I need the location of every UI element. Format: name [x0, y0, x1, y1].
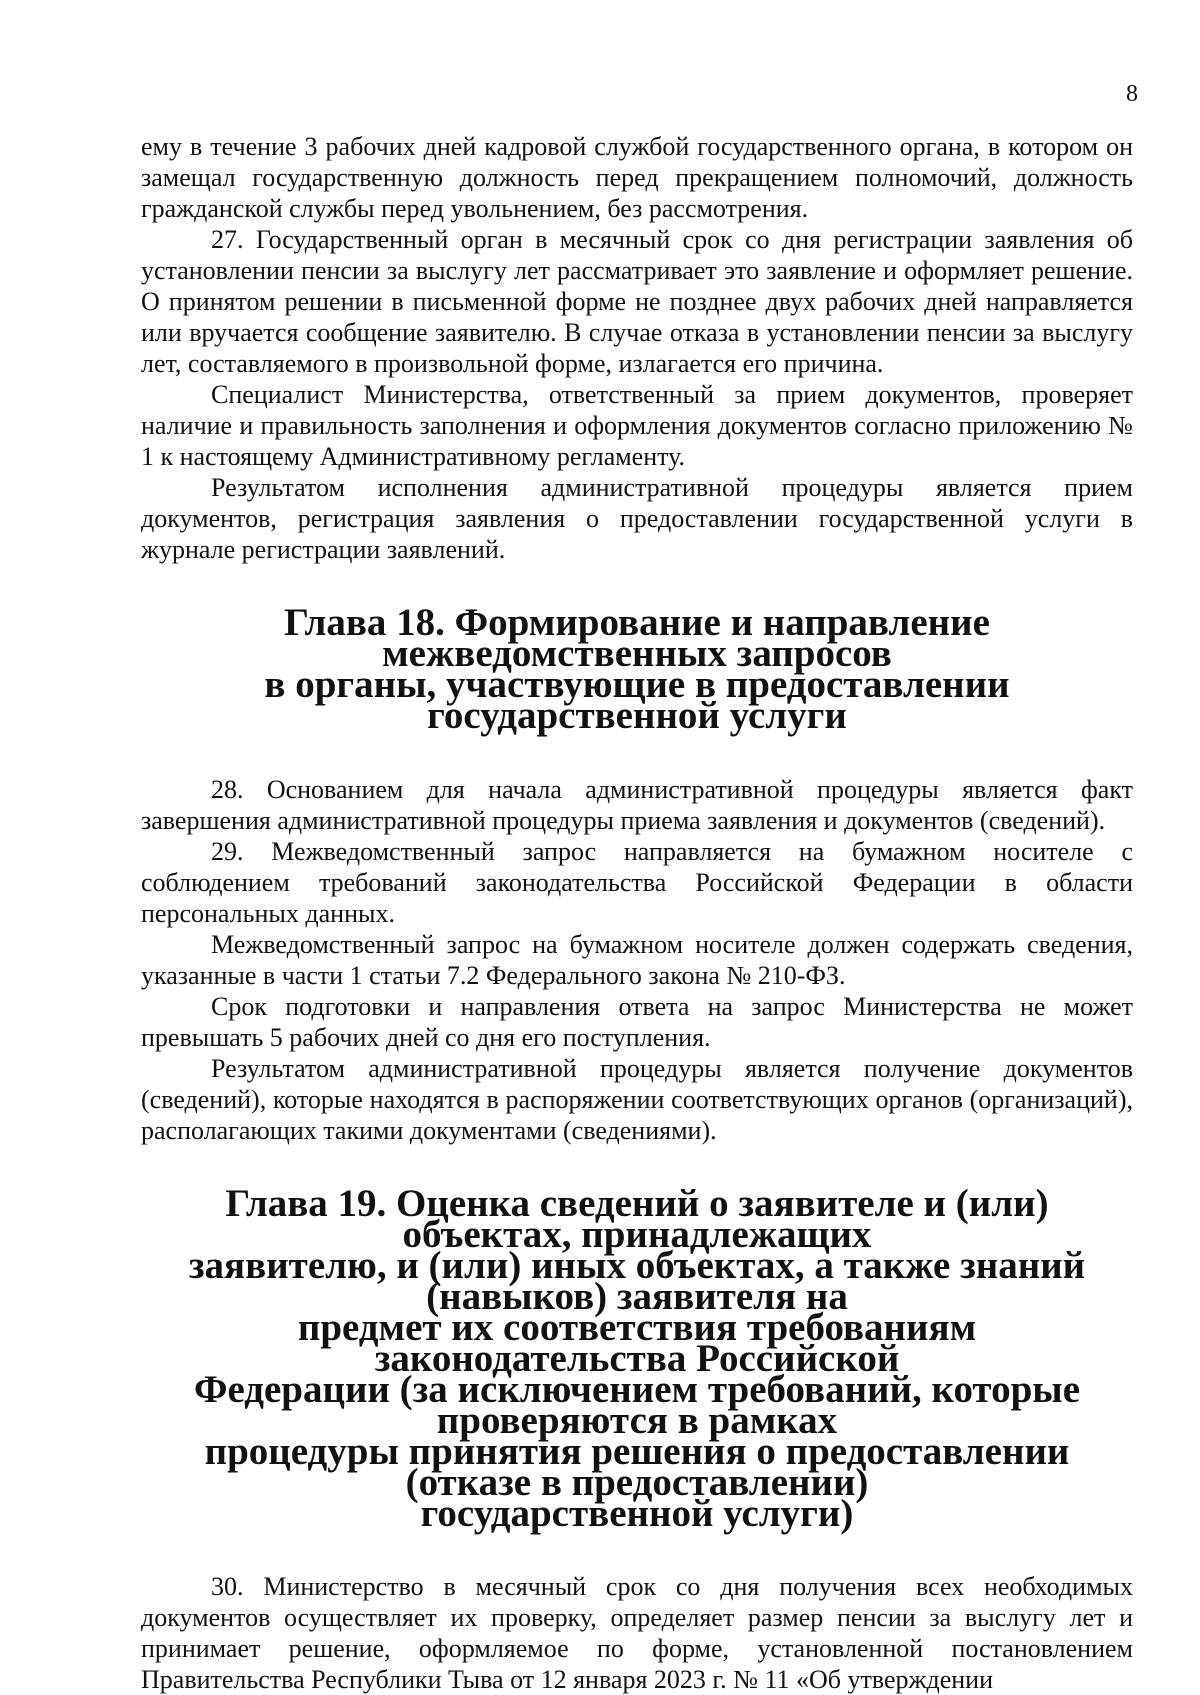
- paragraph-30: 30. Министерство в месячный срок со дня получения всех необходимых документов осуществляет их проверку, определяет размер пенсии за выслугу лет и принимает решение, оформляемое по форме, установленной постановлением Правительства Республики Тыва от 12 января 2023 г. № 11 «Об утверждении: [141, 1572, 1133, 1694]
- paragraph-27: 27. Государственный орган в месячный срок со дня регистрации заявления об установлении пенсии за выслугу лет рассматривает это заявление и оформляет решение. О принятом решении в письменной форме не позднее двух рабочих дней направляется или вручается сообщение заявителю. В случае отказа в установлении пенсии за выслугу лет, составляемого в произвольной форме, излагается его причина.: [141, 225, 1133, 378]
- chapter-19-heading-line: Глава 19. Оценка сведений о заявителе и (или) объектах, принадлежащих: [225, 1182, 1049, 1256]
- paragraph-response-term: Срок подготовки и направления ответа на запрос Министерства не может превышать 5 рабочих дней со дня его поступления.: [141, 992, 1133, 1052]
- chapter-19-heading-line: заявителю, и (или) иных объектах, а также знаний (навыков) заявителя на: [188, 1244, 1086, 1318]
- chapter-19-heading-line: процедуры принятия решения о предоставлении (отказе в предоставлении): [204, 1430, 1070, 1504]
- chapter-19-heading: [141, 1182, 1133, 1535]
- paragraph-result-27: Результатом исполнения административной процедуры является прием документов, регистрация заявления о предоставлении государственной услуги в журнале регистрации заявлений.: [141, 473, 1133, 564]
- paragraph-28: 28. Основанием для начала административной процедуры является факт завершения административной процедуры приема заявления и документов (сведений).: [141, 775, 1133, 835]
- chapter-18-heading-line: Глава 18. Формирование и направление межведомственных запросов: [284, 601, 990, 675]
- paragraph-result-29: Результатом административной процедуры является получение документов (сведений), которые находятся в распоряжении соответствующих органов (организаций), располагающих такими документами (сведениями).: [141, 1054, 1133, 1145]
- paragraph-request-content: Межведомственный запрос на бумажном носителе должен содержать сведения, указанные в части 1 статьи 7.2 Федерального закона № 210-ФЗ.: [141, 930, 1133, 990]
- chapter-18-heading-line: в органы, участвующие в предоставлении: [264, 663, 1010, 706]
- page-number: 8: [1126, 81, 1138, 107]
- chapter-18-heading: [141, 601, 1133, 737]
- chapter-18-heading-line: государственной услуги: [427, 694, 847, 737]
- chapter-19-heading-line: предмет их соответствия требованиям законодательства Российской: [297, 1306, 977, 1380]
- chapter-19-heading-line: Федерации (за исключением требований, которые проверяются в рамках: [193, 1368, 1081, 1442]
- paragraph-specialist: Специалист Министерства, ответственный за прием документов, проверяет наличие и правильность заполнения и оформления документов согласно приложению № 1 к настоящему Административному регламенту.: [141, 380, 1133, 471]
- paragraph-29: 29. Межведомственный запрос направляется на бумажном носителе с соблюдением требований законодательства Российской Федерации в области персональных данных.: [141, 837, 1133, 928]
- chapter-19-heading-line: государственной услуги): [420, 1492, 854, 1535]
- paragraph-continuation: ему в течение 3 рабочих дней кадровой службой государственного органа, в котором он замещал государственную должность перед прекращением полномочий, должность гражданской службы перед увольнением, без рассмотрения.: [141, 132, 1133, 223]
- document-body: [141, 131, 1133, 1695]
